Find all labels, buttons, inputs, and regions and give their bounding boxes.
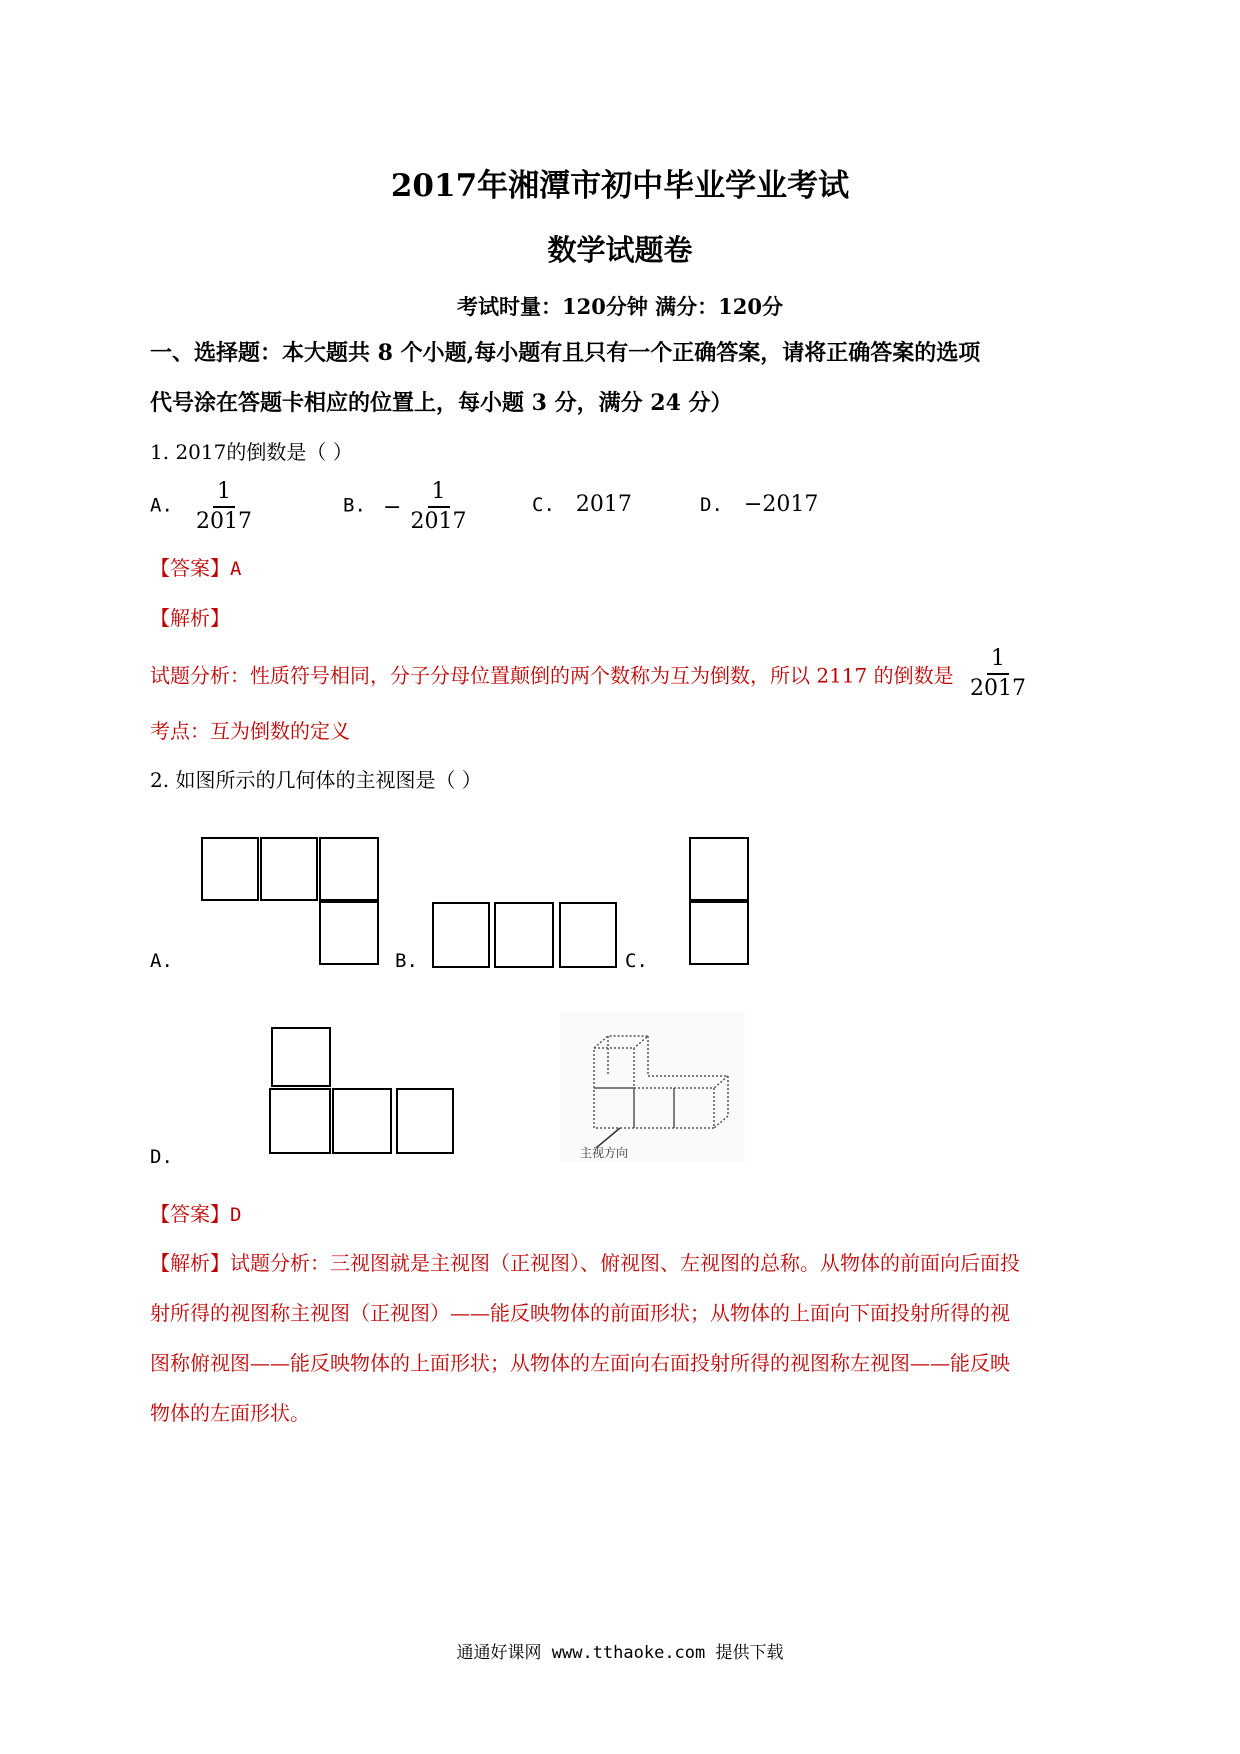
fraction-denominator: 2017 bbox=[195, 509, 252, 534]
fraction-denominator: 2017 bbox=[969, 676, 1026, 701]
q1-option-c-label: C. bbox=[532, 494, 555, 516]
q2-option-d-figure bbox=[270, 1028, 453, 1153]
answer-tag: 【答案】 bbox=[150, 1202, 230, 1226]
q1-option-b-sign: − bbox=[382, 494, 402, 520]
q2-analysis-text: 试题分析：三视图就是主视图（正视图）、俯视图、左视图的总称。从物体的前面向后面投 bbox=[230, 1251, 1020, 1275]
q2-option-c-label: C. bbox=[625, 950, 648, 972]
q1-option-d-label: D. bbox=[700, 494, 723, 516]
q2-figure-caption: 主视方向 bbox=[580, 1146, 629, 1160]
q2-analysis-line3: 图称俯视图——能反映物体的上面形状；从物体的左面向右面投射所得的视图称左视图——能反映 bbox=[150, 1351, 1010, 1375]
q1-point: 考点：互为倒数的定义 bbox=[150, 719, 350, 743]
exam-subtitle: 数学试题卷 bbox=[547, 233, 693, 267]
q2-option-c-figure bbox=[690, 838, 748, 964]
fraction-numerator: 1 bbox=[213, 478, 235, 508]
q2-option-b-label: B. bbox=[395, 950, 418, 972]
q2-analysis-line2: 射所得的视图称主视图（正视图）——能反映物体的前面形状；从物体的上面向下面投射所得的视 bbox=[150, 1301, 1010, 1325]
q2-option-a-label: A. bbox=[150, 950, 173, 972]
q2-option-a-figure bbox=[202, 838, 378, 964]
q2-option-b-figure bbox=[433, 903, 616, 967]
section-heading-line2: 代号涂在答题卡相应的位置上，每小题 3 分，满分 24 分） bbox=[150, 390, 733, 416]
q1-analysis-text: 试题分析：性质符号相同，分子分母位置颠倒的两个数称为互为倒数，所以 2117 的倒数是 bbox=[150, 663, 954, 688]
answer-value: D bbox=[230, 1204, 242, 1226]
q2-analysis-tag: 【解析】 bbox=[150, 1251, 230, 1275]
q2-analysis-line4: 物体的左面形状。 bbox=[150, 1401, 310, 1425]
q2-analysis-line1 bbox=[150, 1238, 1100, 1288]
q1-option-c-value: 2017 bbox=[575, 492, 632, 517]
exam-info: 考试时量：120分钟 满分：120分 bbox=[457, 294, 783, 319]
fraction-numerator: 1 bbox=[428, 478, 450, 508]
q2-option-d-label: D. bbox=[150, 1146, 173, 1168]
q1-stem: 1. 2017的倒数是（ ） bbox=[150, 440, 353, 464]
answer-tag: 【答案】 bbox=[150, 556, 230, 580]
q2-answer bbox=[150, 1198, 241, 1227]
fraction-denominator: 2017 bbox=[410, 509, 467, 534]
answer-value: A bbox=[230, 558, 242, 580]
q2-solid-figure bbox=[560, 1012, 745, 1162]
fraction-numerator: 1 bbox=[987, 645, 1009, 675]
section-heading-line1: 一、选择题：本大题共 8 个小题,每小题有且只有一个正确答案，请将正确答案的选项 bbox=[150, 340, 981, 366]
q1-option-d-value: −2017 bbox=[743, 492, 819, 517]
page-footer: 通通好课网 www.tthaoke.com 提供下载 bbox=[456, 1643, 784, 1663]
q1-option-a-label: A. bbox=[150, 494, 173, 517]
q2-stem: 2. 如图所示的几何体的主视图是（ ） bbox=[150, 768, 482, 792]
q1-option-b-label: B. bbox=[343, 494, 366, 517]
exam-title: 2017年湘潭市初中毕业学业考试 bbox=[390, 168, 850, 204]
q1-analysis-tag: 【解析】 bbox=[150, 606, 230, 630]
